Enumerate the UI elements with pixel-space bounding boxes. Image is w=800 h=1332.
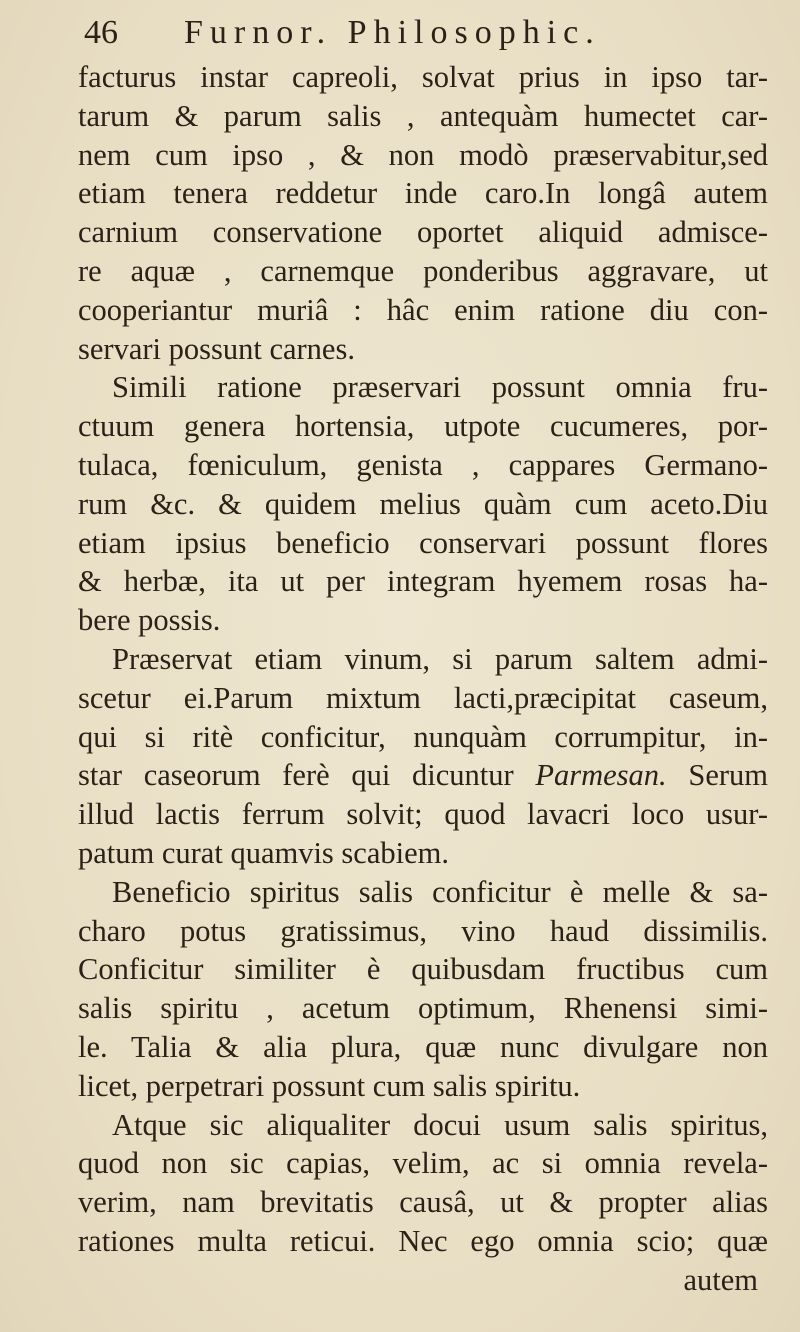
italic-word: Parmesan. bbox=[535, 758, 667, 793]
running-head: Furnor. Philosophic. bbox=[184, 14, 601, 51]
text-line: Atque sic aliqualiter docui usum salis spiritus, bbox=[112, 1107, 768, 1142]
text-segment: Serum bbox=[666, 758, 768, 793]
text-line: etiam ipsius beneficio conservari possunt flores bbox=[78, 525, 768, 560]
text-line: rum &c. & quidem melius quàm cum aceto.Diu bbox=[78, 486, 768, 521]
text-line: verim, nam brevitatis causâ, ut & propter alias bbox=[78, 1185, 768, 1220]
text-line: quod non sic capias, velim, ac si omnia revela- bbox=[78, 1146, 768, 1181]
text-line: facturus instar capreoli, solvat prius in ipso tar- bbox=[78, 60, 768, 94]
text-line: licet, perpetrari possunt cum salis spiritu. bbox=[78, 1068, 581, 1103]
text-line: patum curat quamvis scabiem. bbox=[78, 835, 449, 870]
text-line: charo potus gratissimus, vino haud dissimilis. bbox=[78, 913, 768, 948]
text-line: carnium conservatione oportet aliquid admisce- bbox=[78, 215, 768, 250]
text-line: etiam tenera reddetur inde caro.In longâ autem bbox=[78, 176, 768, 211]
text-line: scetur ei.Parum mixtum lacti,præcipitat caseum, bbox=[78, 680, 768, 715]
text-line: le. Talia & alia plura, quæ nunc divulgare non bbox=[78, 1029, 768, 1064]
text-line: Simili ratione præservari possunt omnia fru- bbox=[112, 370, 768, 405]
text-line: rationes multa reticui. Nec ego omnia scio; quæ bbox=[78, 1223, 768, 1258]
text-line-mixed bbox=[78, 756, 768, 795]
body-text bbox=[78, 58, 768, 1300]
text-line: Beneficio spiritus salis conficitur è melle & sa- bbox=[112, 874, 768, 909]
text-line: Præservat etiam vinum, si parum saltem admi- bbox=[112, 641, 768, 676]
text-line: re aquæ , carnemque ponderibus aggravare, ut bbox=[78, 253, 768, 288]
catchword: autem bbox=[683, 1262, 758, 1297]
text-line: illud lactis ferrum solvit; quod lavacri loco usur- bbox=[78, 797, 768, 832]
page-number: 46 bbox=[84, 14, 118, 51]
text-line: tulaca, fœniculum, genista , cappares Germano- bbox=[78, 447, 768, 482]
text-line: qui si ritè conficitur, nunquàm corrumpitur, in- bbox=[78, 719, 768, 754]
text-line: bere possis. bbox=[78, 603, 221, 638]
page-header bbox=[84, 14, 724, 58]
text-line: servari possunt carnes. bbox=[78, 331, 355, 366]
text-line: tarum & parum salis , antequàm humectet car- bbox=[78, 98, 768, 133]
text-segment: star caseorum ferè qui dicuntur bbox=[78, 758, 536, 793]
text-line: cooperiantur muriâ : hâc enim ratione diu con- bbox=[78, 292, 768, 327]
text-line: Conficitur similiter è quibusdam fructibus cum bbox=[78, 952, 768, 987]
text-line: nem cum ipso , & non modò præservabitur,sed bbox=[78, 137, 768, 172]
text-line: salis spiritu , acetum optimum, Rhenensi simi- bbox=[78, 991, 768, 1026]
text-line: & herbæ, ita ut per integram hyemem rosas ha- bbox=[78, 564, 768, 599]
text-line: ctuum genera hortensia, utpote cucumeres, por- bbox=[78, 409, 768, 444]
